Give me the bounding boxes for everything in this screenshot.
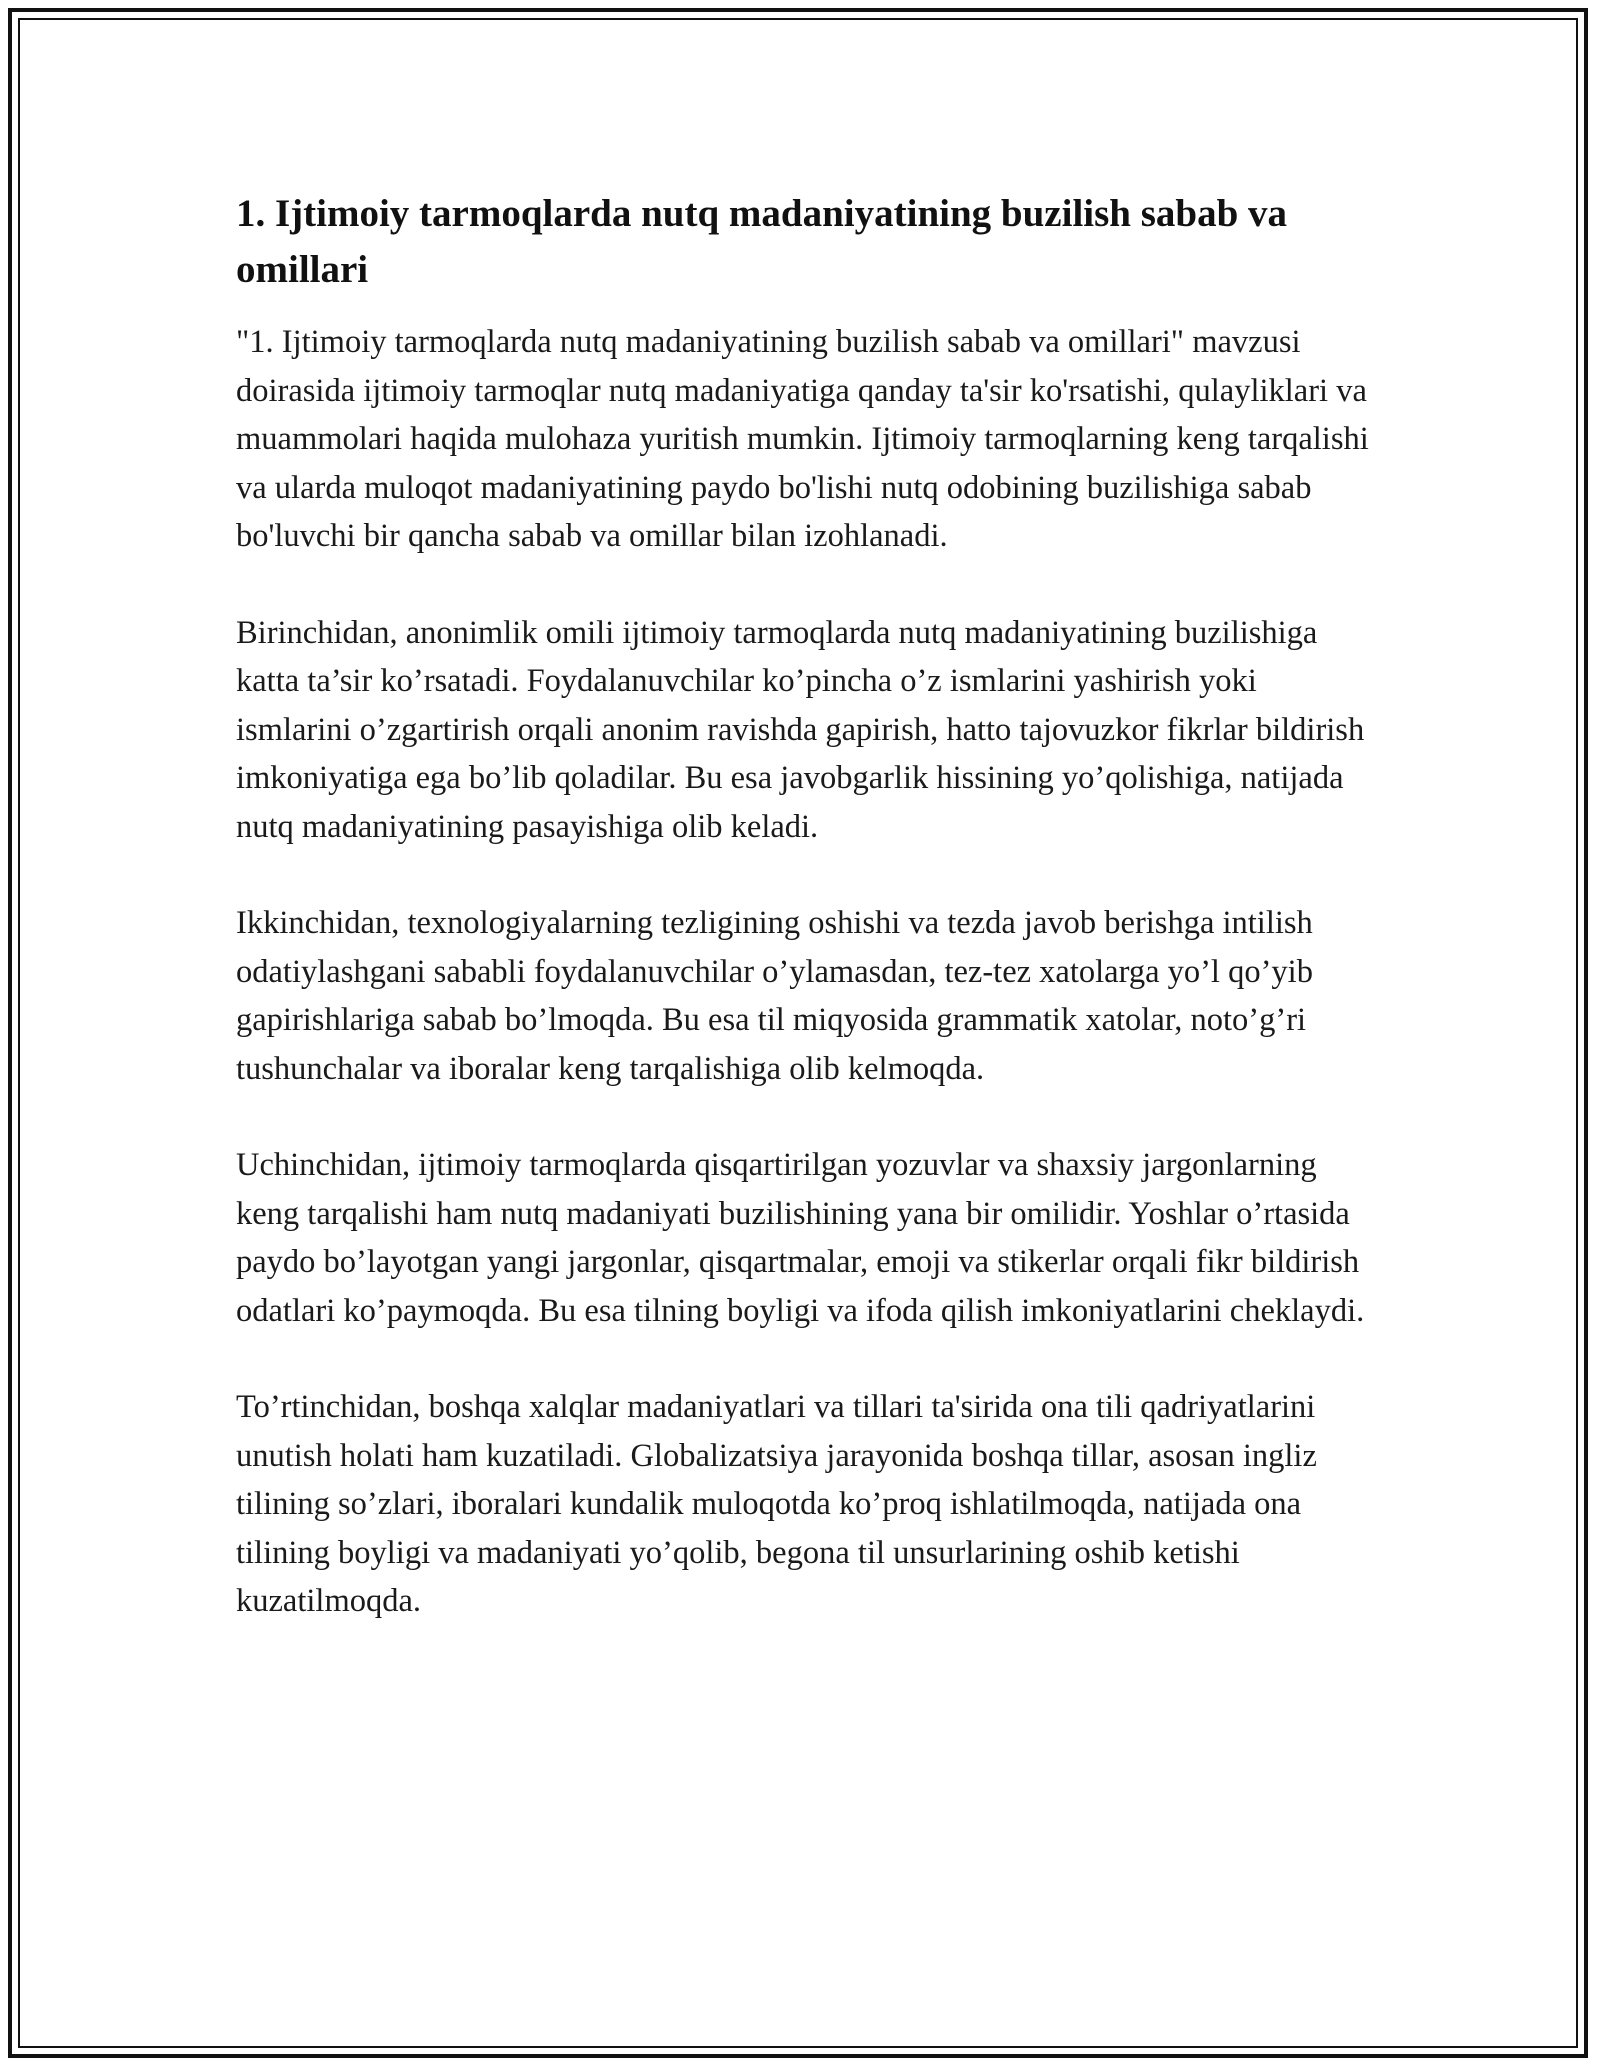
paragraph-third-reason: Uchinchidan, ijtimoiy tarmoqlarda qisqartirilgan yozuvlar va shaxsiy jargonlarning keng tarqalishi ham nutq madaniyati buzilishining yana bir omilidir. Yoshlar o’rtasida paydo bo’layotgan yangi jargonlar, qisqartmalar, emoji va stikerlar orqali fikr bildirish odatlari ko’paymoqda. Bu esa tilning boyligi va ifoda qilish imkoniyatlarini cheklaydi. [236, 1147, 1365, 1329]
section-heading: 1. Ijtimoiy tarmoqlarda nutq madaniyatining buzilish sabab va omillari [236, 192, 1288, 291]
paragraph-fourth-reason: To’rtinchidan, boshqa xalqlar madaniyatlari va tillari ta'sirida ona tili qadriyatlarini unutish holati ham kuzatiladi. Globalizatsiya jarayonida boshqa tillar, asosan ingliz tilining so’zlari, iboralari kundalik muloqotda ko’proq ishlatilmoqda, natijada ona tilining boyligi va madaniyati yo’qolib, begona til unsurlarining oshib ketishi kuzatilmoqda. [236, 1389, 1317, 1619]
paragraph-second-reason: Ikkinchidan, texnologiyalarning tezligining oshishi va tezda javob berishga intilish odatiylashgani sababli foydalanuvchilar o’ylamasdan, tez-tez xatolarga yo’l qo’yib gapirishlariga sabab bo’lmoqda. Bu esa til miqyosida grammatik xatolar, noto’g’ri tushunchalar va iboralar keng tarqalishiga olib kelmoqda. [236, 905, 1313, 1087]
paragraph-first-reason: Birinchidan, anonimlik omili ijtimoiy tarmoqlarda nutq madaniyatining buzilishiga katta ta’sir ko’rsatadi. Foydalanuvchilar ko’pincha o’z ismlarini yashirish yoki ismlarini o’zgartirish orqali anonim ravishda gapirish, hatto tajovuzkor fikrlar bildirish imkoniyatiga ega bo’lib qoladilar. Bu esa javobgarlik hissining yo’qolishiga, natijada nutq madaniyatining pasayishiga olib keladi. [236, 614, 1365, 845]
document-body [236, 186, 1376, 1674]
paragraph-intro: "1. Ijtimoiy tarmoqlarda nutq madaniyatining buzilish sabab va omillari" mavzusi doirasida ijtimoiy tarmoqlar nutq madaniyatiga qanday ta'sir ko'rsatishi, qulayliklari va muammolari haqida mulohaza yuritish mumkin. Ijtimoiy tarmoqlarning keng tarqalishi va ularda muloqot madaniyatining paydo bo'lishi nutq odobining buzilishiga sabab bo'luvchi bir qancha sabab va omillar bilan izohlanadi. [236, 324, 1369, 554]
